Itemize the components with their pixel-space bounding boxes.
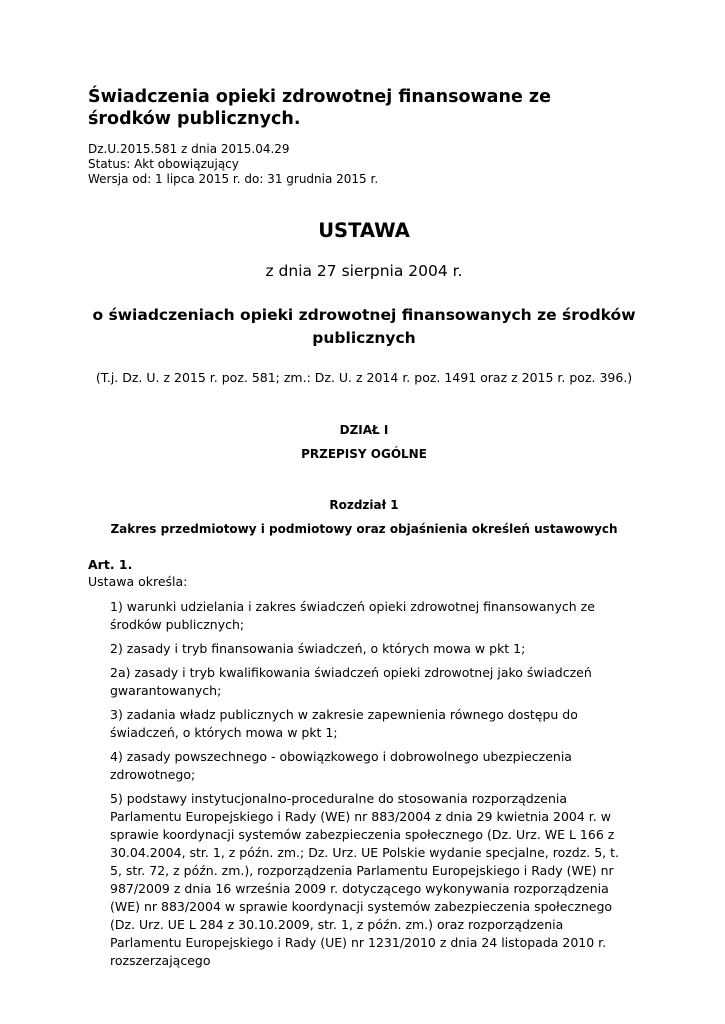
- division-number: DZIAŁ I: [339, 423, 389, 437]
- article-item: 2) zasady i tryb finansowania świadczeń, o których mowa w pkt 1;: [110, 641, 526, 656]
- article-item: 3) zadania władz publicznych w zakresie zapewnienia równego dostępu do świadczeń, o których mowa w pkt 1;: [110, 707, 578, 740]
- article-item: 1) warunki udzielania i zakres świadczeń opieki zdrowotnej finansowanych ze środków publicznych;: [110, 599, 595, 632]
- chapter-number: Rozdział 1: [329, 498, 399, 512]
- document-metadata: [88, 142, 378, 187]
- status-line: Status: Akt obowiązujący: [88, 157, 239, 171]
- act-reference: (T.j. Dz. U. z 2015 r. poz. 581; zm.: Dz. U. z 2014 r. poz. 1491 oraz z 2015 r. poz. 396.): [95, 370, 633, 385]
- division-title: PRZEPISY OGÓLNE: [301, 447, 427, 461]
- version-line: Wersja od: 1 lipca 2015 r. do: 31 grudnia 2015 r.: [88, 172, 379, 186]
- article-item: 4) zasady powszechnego - obowiązkowego i dobrowolnego ubezpieczenia zdrowotnego;: [110, 749, 572, 782]
- act-date: z dnia 27 sierpnia 2004 r.: [265, 262, 463, 280]
- act-type-heading: USTAWA: [318, 219, 410, 242]
- document-title: Świadczenia opieki zdrowotnej finansowane ze środków publicznych.: [88, 87, 551, 129]
- article-items: [110, 598, 630, 976]
- article-heading: Art. 1.: [88, 557, 133, 572]
- chapter-title: Zakres przedmiotowy i podmiotowy oraz objaśnienia określeń ustawowych: [110, 522, 618, 536]
- article-item: 2a) zasady i tryb kwalifikowania świadczeń opieki zdrowotnej jako świadczeń gwarantowanych;: [110, 665, 592, 698]
- article-item: 5) podstawy instytucjonalno-proceduralne do stosowania rozporządzenia Parlamentu Europejskiego i Rady (WE) nr 883/2004 z dnia 29 kwietnia 2004 r. w sprawie koordynacji systemów zabezpieczenia społecznego (Dz. Urz. WE L 166 z 30.04.2004, str. 1, z późn. zm.; Dz. Urz. UE Polskie wydanie specjalne, rozdz. 5, t. 5, str. 72, z późn. zm.), rozporządzenia Parlamentu Europejskiego i Rady (WE) nr 987/2009 z dnia 16 września 2009 r. dotyczącego wykonywania rozporządzenia (WE) nr 883/2004 w sprawie koordynacji systemów zabezpieczenia społecznego (Dz. Urz. UE L 284 z 30.10.2009, str. 1, z późn. zm.) oraz rozporządzenia Parlamentu Europejskiego i Rady (UE) nr 1231/2010 z dnia 24 listopada 2010 r. rozszerzającego: [110, 791, 620, 968]
- act-subject: o świadczeniach opieki zdrowotnej finansowanych ze środków publicznych: [92, 306, 636, 347]
- journal-reference: Dz.U.2015.581 z dnia 2015.04.29: [88, 142, 290, 156]
- article-intro: Ustawa określa:: [88, 574, 188, 589]
